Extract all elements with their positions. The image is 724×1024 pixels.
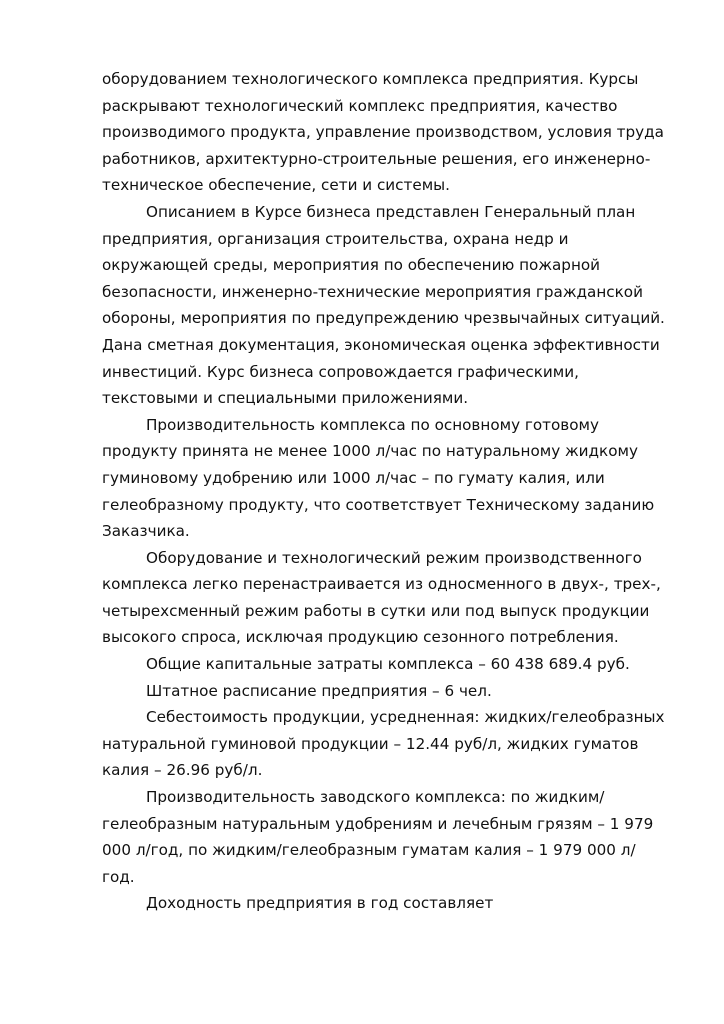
paragraph-production-cost: Себестоимость продукции, усредненная: жидких/гелеобразных натуральной гуминовой продукции – 12.44 руб/л, жидких гуматов калия – 26.96 руб/л. — [102, 708, 665, 780]
paragraph-business-course-description: Описанием в Курсе бизнеса представлен Генеральный план предприятия, организация строительства, охрана недр и окружающей среды, мероприятия по обеспечению пожарной безопасности, инженерно-технические мероприятия гражданской обороны, мероприятия по предупреждению чрезвычайных ситуаций. Дана сметная документация, экономическая оценка эффективности инвестиций. Курс бизнеса сопровождается графическими, текстовыми и специальными приложениями. — [102, 202, 665, 408]
paragraph-productivity: Производительность комплекса по основному готовому продукту принята не менее 1000 л/час по натуральному жидкому гуминовому удобрению или 1000 л/час – по гумату калия, или гелеобразному продукту, что соответствует Техническому заданию Заказчика. — [102, 415, 655, 541]
paragraph-capital-costs: Общие капитальные затраты комплекса – 60 438 689.4 руб. — [146, 655, 630, 674]
paragraph-plant-capacity: Производительность заводского комплекса: по жидким/гелеобразным натуральным удобрениям и лечебным грязям – 1 979 000 л/год, по жидким/гелеобразным гуматам калия – 1 979 000 л/год. — [102, 788, 654, 886]
document-body — [102, 66, 668, 917]
paragraph-staffing: Штатное расписание предприятия – 6 чел. — [146, 681, 492, 700]
paragraph-shift-mode: Оборудование и технологический режим производственного комплекса легко перенастраивается из односменного в двух-, трех-, четырехсменный режим работы в сутки или под выпуск продукции высокого спроса, исключая продукцию сезонного потребления. — [102, 548, 661, 647]
paragraph-annual-profitability: Доходность предприятия в год составляет — [146, 894, 494, 913]
paragraph-equipment-continuation: оборудованием технологического комплекса предприятия. Курсы раскрывают технологический комплекс предприятия, качество производимого продукта, управление производством, условия труда работников, архитектурно-строительные решения, его инженерно-техническое обеспечение, сети и системы. — [102, 70, 664, 195]
